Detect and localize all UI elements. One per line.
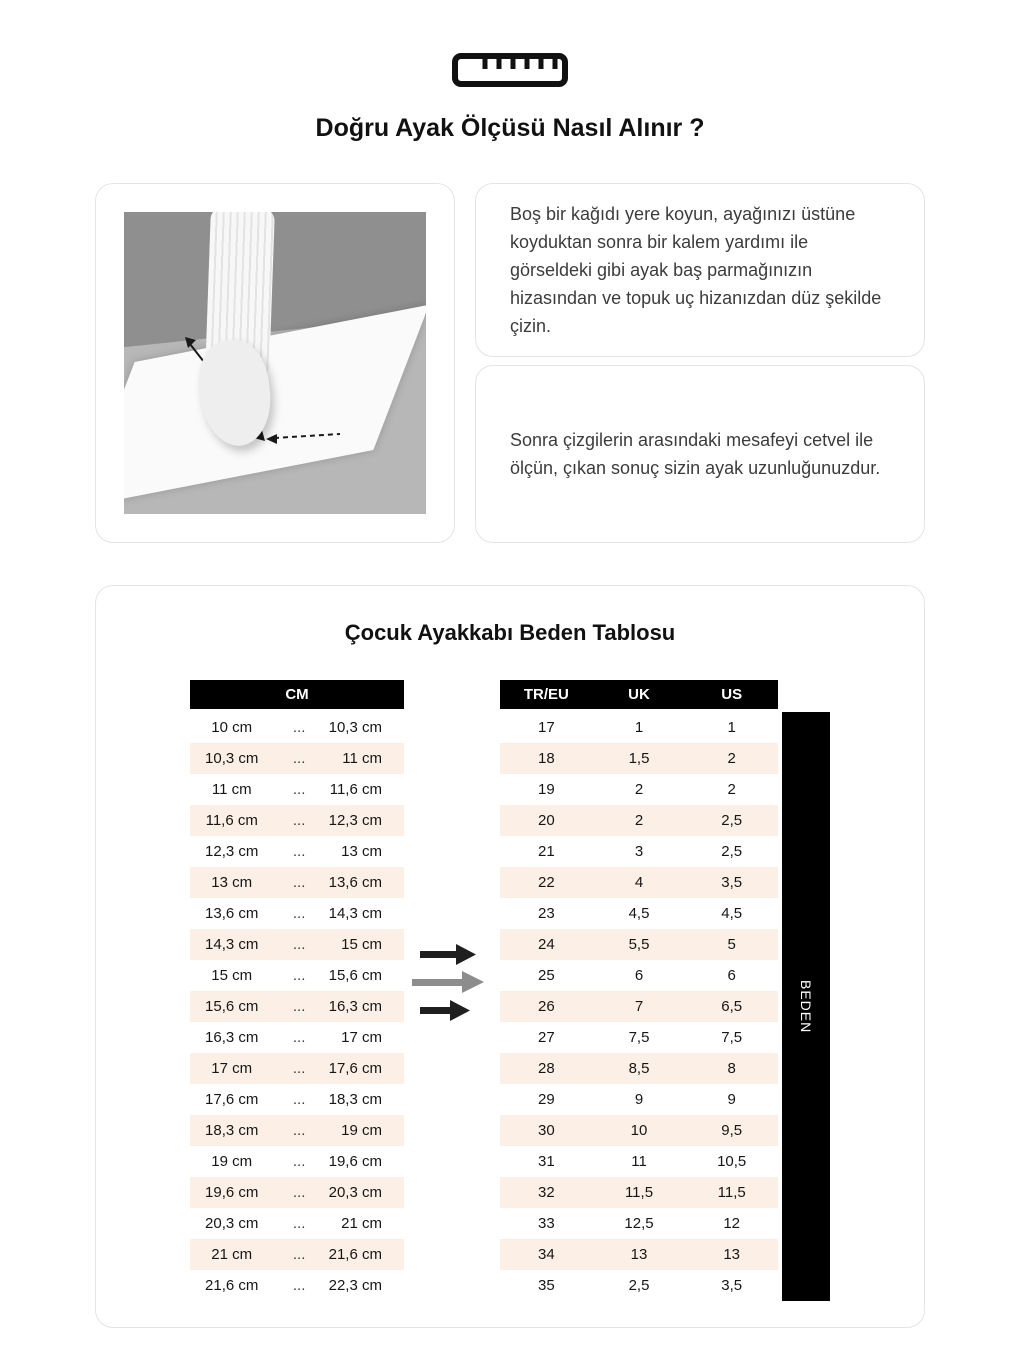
cm-from-value: 13 cm [211, 874, 253, 891]
size-table-row [500, 867, 778, 898]
cm-to-value: 19,6 cm [328, 1153, 382, 1170]
size-cell-us: 13 [723, 1246, 741, 1263]
size-table-row [500, 743, 778, 774]
cm-table-row [190, 867, 404, 898]
cm-from-value: 10,3 cm [205, 750, 259, 767]
size-cell-uk: 6 [634, 967, 644, 984]
size-cell-treu: 34 [537, 1246, 555, 1263]
cm-from-value: 10 cm [211, 719, 253, 736]
cm-table-row [190, 774, 404, 805]
size-table-row [500, 991, 778, 1022]
size-cell-us: 11,5 [717, 1184, 746, 1201]
size-table-row [500, 1270, 778, 1301]
cm-table-row [190, 1084, 404, 1115]
size-header-us: US [721, 686, 743, 703]
size-cell-treu: 22 [537, 874, 555, 891]
cm-table-row [190, 1239, 404, 1270]
size-cell-uk: 11 [631, 1153, 647, 1170]
cm-to-value: 21,6 cm [328, 1246, 382, 1263]
cm-from-value: 11 cm [211, 781, 252, 798]
cm-from-value: 15,6 cm [205, 998, 259, 1015]
cm-to-value: 15 cm [341, 936, 382, 953]
size-table-row [500, 712, 778, 743]
cm-separator: ... [292, 1060, 306, 1077]
cm-to-value: 13 cm [341, 843, 382, 860]
cm-table-row [190, 991, 404, 1022]
instruction-card-2 [475, 365, 925, 543]
size-cell-us: 3,5 [721, 874, 743, 891]
cm-table-row [190, 1053, 404, 1084]
cm-to-value: 10,3 cm [328, 719, 382, 736]
cm-to-value: 20,3 cm [328, 1184, 382, 1201]
size-cell-treu: 26 [537, 998, 555, 1015]
page-title: Doğru Ayak Ölçüsü Nasıl Alınır ? [315, 114, 705, 142]
size-cell-treu: 17 [537, 719, 555, 736]
size-cell-us: 8 [727, 1060, 736, 1077]
cm-to-value: 17 cm [341, 1029, 382, 1046]
cm-from-value: 19 cm [211, 1153, 253, 1170]
cm-to-value: 22,3 cm [328, 1277, 382, 1294]
cm-table-header: CM [190, 680, 404, 709]
size-table-title: Çocuk Ayakkabı Beden Tablosu [344, 620, 676, 645]
cm-table-row [190, 1208, 404, 1239]
size-table-header [500, 680, 778, 709]
cm-from-value: 14,3 cm [205, 936, 259, 953]
size-cell-us: 10,5 [717, 1153, 747, 1170]
cm-table-row [190, 1177, 404, 1208]
size-table-row [500, 1053, 778, 1084]
cm-table-row [190, 1146, 404, 1177]
size-table-row [500, 1084, 778, 1115]
size-cell-us: 1 [727, 719, 736, 736]
cm-table-row [190, 836, 404, 867]
size-table [500, 680, 778, 1301]
size-header-treu: TR/EU [523, 686, 569, 703]
cm-separator: ... [292, 1029, 306, 1046]
beden-bar [782, 712, 830, 1301]
photo-card [95, 183, 455, 543]
size-tables [96, 680, 924, 1301]
cm-to-value: 16,3 cm [328, 998, 382, 1015]
cm-table-row [190, 898, 404, 929]
cm-separator: ... [292, 1122, 306, 1139]
size-cell-us: 7,5 [721, 1029, 743, 1046]
size-cell-uk: 4 [634, 874, 644, 891]
size-cell-uk: 1 [634, 719, 644, 736]
cm-table-row [190, 960, 404, 991]
size-cell-us: 9,5 [721, 1122, 743, 1139]
size-rows [500, 712, 778, 1301]
instruction-cards-column [475, 183, 925, 543]
size-cell-us: 3,5 [721, 1277, 743, 1294]
size-cell-uk: 8,5 [628, 1060, 650, 1077]
size-table-row [500, 1146, 778, 1177]
size-guide-card [95, 585, 925, 1328]
ruler-icon [0, 0, 1020, 88]
cm-from-value: 20,3 cm [205, 1215, 259, 1232]
cm-from-value: 21 cm [211, 1246, 253, 1263]
size-cell-us: 4,5 [721, 905, 743, 922]
size-cell-us: 2,5 [721, 843, 743, 860]
cm-separator: ... [292, 905, 306, 922]
size-cell-us: 2 [727, 750, 736, 767]
size-cell-treu: 23 [537, 905, 555, 922]
size-table-row [500, 1208, 778, 1239]
size-cell-us: 9 [727, 1091, 736, 1108]
cm-table [190, 680, 404, 1301]
size-table-row [500, 836, 778, 867]
cm-rows [190, 712, 404, 1301]
cm-table-row [190, 805, 404, 836]
size-table-row [500, 805, 778, 836]
cm-to-value: 17,6 cm [328, 1060, 382, 1077]
cm-to-value: 21 cm [341, 1215, 382, 1232]
size-cell-treu: 18 [537, 750, 555, 767]
cm-from-value: 11,6 cm [205, 812, 258, 829]
cm-from-value: 18,3 cm [205, 1122, 259, 1139]
size-table-row [500, 960, 778, 991]
size-cell-us: 5 [727, 936, 736, 953]
cm-table-row [190, 929, 404, 960]
instructions-section [95, 183, 925, 543]
size-cell-us: 2 [727, 781, 736, 798]
fast-forward-arrows-icon [412, 938, 486, 1022]
size-cell-treu: 31 [537, 1153, 555, 1170]
cm-separator: ... [292, 1153, 306, 1170]
size-cell-treu: 33 [537, 1215, 555, 1232]
cm-table-row [190, 1115, 404, 1146]
cm-separator: ... [292, 874, 306, 891]
size-cell-uk: 5,5 [628, 936, 650, 953]
size-cell-treu: 32 [537, 1184, 555, 1201]
size-cell-treu: 19 [537, 781, 555, 798]
size-cell-uk: 12,5 [624, 1215, 654, 1232]
cm-from-value: 13,6 cm [205, 905, 259, 922]
cm-to-value: 19 cm [341, 1122, 382, 1139]
cm-separator: ... [292, 1091, 306, 1108]
size-table-row [500, 898, 778, 929]
cm-separator: ... [292, 998, 306, 1015]
size-table-row [500, 1022, 778, 1053]
size-cell-uk: 7 [634, 998, 644, 1015]
size-cell-uk: 2,5 [628, 1277, 650, 1294]
cm-to-value: 15,6 cm [328, 967, 382, 984]
size-cell-treu: 20 [537, 812, 555, 829]
cm-separator: ... [292, 1184, 306, 1201]
cm-separator: ... [292, 936, 306, 953]
size-cell-treu: 25 [537, 967, 555, 984]
cm-separator: ... [292, 750, 306, 767]
cm-to-value: 14,3 cm [328, 905, 382, 922]
size-cell-treu: 24 [537, 936, 555, 953]
size-cell-uk: 4,5 [628, 905, 650, 922]
cm-from-value: 12,3 cm [205, 843, 259, 860]
size-cell-uk: 11,5 [624, 1184, 654, 1201]
size-cell-uk: 2 [634, 781, 644, 798]
measurement-arrow-icon [124, 212, 426, 514]
instruction-text-1: Boş bir kağıdı yere koyun, ayağınızı üstüne koyduktan sonra bir kalem yardımı ile görseldeki gibi ayak baş parmağınızın hizasından ve topuk uç hizanızdan düz şekilde çizin. [510, 204, 882, 336]
transfer-arrows-zone [404, 680, 500, 1301]
cm-to-value: 11 cm [342, 750, 382, 767]
size-cell-uk: 13 [630, 1246, 648, 1263]
cm-table-row [190, 712, 404, 743]
cm-separator: ... [292, 843, 306, 860]
size-cell-uk: 3 [634, 843, 644, 860]
cm-from-value: 15 cm [211, 967, 253, 984]
instruction-card-1 [475, 183, 925, 357]
cm-separator: ... [292, 967, 306, 984]
size-cell-treu: 35 [537, 1277, 555, 1294]
size-cell-uk: 2 [634, 812, 644, 829]
size-cell-us: 12 [723, 1215, 741, 1232]
cm-separator: ... [292, 1215, 306, 1232]
cm-to-value: 13,6 cm [328, 874, 382, 891]
cm-to-value: 11,6 cm [329, 781, 382, 798]
cm-separator: ... [292, 781, 306, 798]
cm-table-row [190, 1270, 404, 1301]
cm-separator: ... [292, 719, 306, 736]
size-cell-uk: 7,5 [628, 1029, 650, 1046]
size-cell-treu: 21 [537, 843, 555, 860]
size-cell-uk: 1,5 [628, 750, 650, 767]
size-cell-us: 6 [727, 967, 736, 984]
cm-from-value: 21,6 cm [205, 1277, 259, 1294]
cm-separator: ... [292, 1246, 306, 1263]
cm-table-row [190, 743, 404, 774]
size-table-row [500, 774, 778, 805]
cm-separator: ... [292, 1277, 306, 1294]
foot-measurement-photo [124, 212, 426, 514]
size-cell-uk: 9 [634, 1091, 644, 1108]
size-table-row [500, 1177, 778, 1208]
size-cell-uk: 10 [630, 1122, 648, 1139]
cm-to-value: 12,3 cm [328, 812, 382, 829]
cm-table-row [190, 1022, 404, 1053]
size-cell-treu: 30 [537, 1122, 555, 1139]
size-cell-treu: 28 [537, 1060, 555, 1077]
size-cell-us: 6,5 [721, 998, 743, 1015]
size-table-row [500, 1115, 778, 1146]
cm-from-value: 17,6 cm [205, 1091, 259, 1108]
size-cell-treu: 27 [537, 1029, 555, 1046]
instruction-text-2: Sonra çizgilerin arasındaki mesafeyi cetvel ile ölçün, çıkan sonuç sizin ayak uzunluğunuzdur. [510, 430, 881, 478]
cm-from-value: 19,6 cm [205, 1184, 259, 1201]
size-cell-us: 2,5 [721, 812, 743, 829]
cm-from-value: 17 cm [211, 1060, 253, 1077]
size-header-uk: UK [628, 686, 650, 703]
cm-separator: ... [292, 812, 306, 829]
size-cell-treu: 29 [537, 1091, 555, 1108]
size-table-row [500, 1239, 778, 1270]
size-table-row [500, 929, 778, 960]
cm-from-value: 16,3 cm [205, 1029, 259, 1046]
cm-to-value: 18,3 cm [328, 1091, 382, 1108]
beden-label: BEDEN [798, 979, 814, 1034]
